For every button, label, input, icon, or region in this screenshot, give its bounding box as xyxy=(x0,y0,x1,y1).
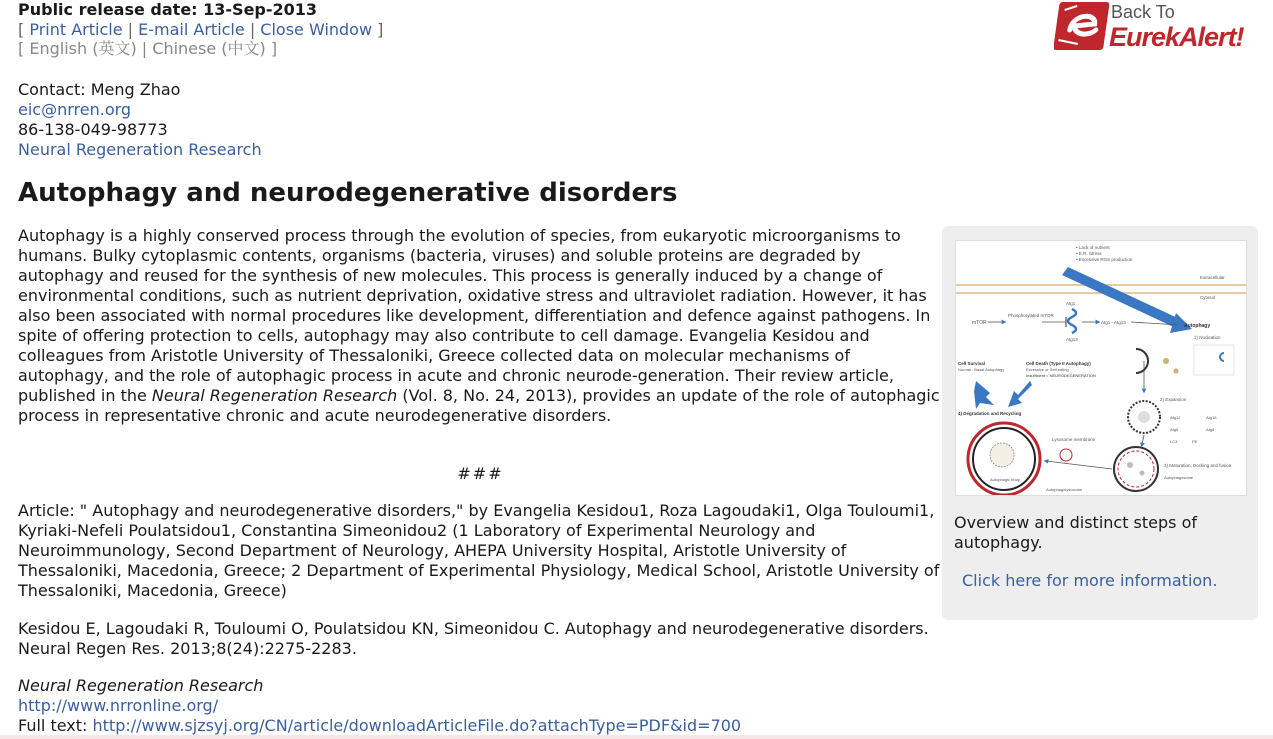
figure-caption: Overview and distinct steps of autophagy. xyxy=(954,513,1198,552)
label-autophagic: Autophagic body xyxy=(990,477,1020,482)
step-arrow xyxy=(1046,461,1112,469)
journal-name: Neural Regeneration Research xyxy=(18,676,264,695)
bottom-border xyxy=(0,735,1273,739)
info-box xyxy=(1194,345,1234,375)
contact-name: Contact: Meng Zhao xyxy=(18,80,181,99)
death-arrow xyxy=(1008,381,1032,407)
label-extracellular: Extracellular xyxy=(1200,275,1225,280)
organelle xyxy=(1163,358,1169,364)
label-atg16: Atg16 xyxy=(1206,415,1217,420)
label-expansion: 2) Expansion xyxy=(1160,397,1187,402)
label-survival-sub: Normal : Basal Autophagy xyxy=(958,367,1005,372)
label-maturation: 3) Maturation, Docking and fusion xyxy=(1164,463,1232,468)
label-lysosome: Lysosome membrane xyxy=(1052,437,1096,442)
eurekalert-logo-graphic xyxy=(1054,0,1254,52)
label-atg12: Atg12 xyxy=(1170,415,1181,420)
label-er: • E.R. Stress xyxy=(1076,251,1102,256)
lysosome xyxy=(1060,449,1072,461)
label-atg8: Atg8 xyxy=(1206,427,1215,432)
article-title: Autophagy and neurodegenerative disorders xyxy=(18,178,678,208)
bracket-open: [ xyxy=(18,20,25,39)
label-cytosol: Cytosol xyxy=(1200,295,1216,300)
chinese-link[interactable]: Chinese (中文) xyxy=(152,39,266,58)
eurekalert-logo[interactable] xyxy=(1054,0,1254,52)
body-text-1: Autophagy is a highly conserved process through the evolution of species, from eukaryotic microorganisms to humans. Bulky cytoplasmic contents, organisms (bacteria, viruses) and soluble proteins are degraded by autophagy and reused for the synthesis of new molecules. This process is generally induced by a change of environmental conditions, such as nutrient deprivation, oxidative stress and ultraviolet radiation. However, it has also been associated with normal procedures like development, differentiation and defence against pathogens. In spite of offering protection to cells, autophagy may also contribute to cell damage. Evangelia Kesidou and colleagues from Aristotle University of Thessaloniki, Greece collected data on molecular mechanisms of autophagy, and the role of autophagic process in acute and chronic neurode-generation. Their review article, published in the xyxy=(18,226,931,405)
label-pe: PE xyxy=(1192,439,1198,444)
article-body xyxy=(18,226,943,426)
label-atg5: Atg5 xyxy=(1170,427,1179,432)
label-death-sub2: Insufficient = NEURODEGENERATION xyxy=(1026,373,1096,378)
separator: | xyxy=(249,20,256,39)
bracket-close: ] xyxy=(270,39,278,58)
article-reference: Article: " Autophagy and neurodegenerative disorders," by Evangelia Kesidou1, Roza Lagoudaki1, Olga Touloumi1, Kyriaki-Nefeli Poulatsidou1, Constantina Simeonidou2 (1 Laboratory of Experimental Neurology and Neuroimmunology, Second Department of Neurology, AHEPA University Hospital, Aristotle University of Thessaloniki, Macedonia, Greece; 2 Department of Experimental Physiology, Medical School, Aristotle University of Thessaloniki, Macedonia, Greece) xyxy=(18,501,940,600)
isolation-membrane xyxy=(1136,349,1148,373)
journal-url-link[interactable]: http://www.nrronline.org/ xyxy=(18,696,219,715)
organelle xyxy=(1174,369,1179,374)
contact-phone: 86-138-049-98773 xyxy=(18,120,168,139)
separator: | xyxy=(127,20,134,39)
article-citation: Kesidou E, Lagoudaki R, Touloumi O, Poulatsidou KN, Simeonidou C. Autophagy and neurodegenerative disorders. Neural Regen Res. 2013;8(24):2275-2283. xyxy=(18,619,929,658)
contact-org-link[interactable]: Neural Regeneration Research xyxy=(18,140,262,159)
coil xyxy=(1068,309,1076,333)
body-journal-name: Neural Regeneration Research xyxy=(151,386,398,405)
bracket-close: ] xyxy=(377,20,384,39)
label-nucleation: 1) Nucleation xyxy=(1194,335,1221,340)
body-text-2: (Vol. 8, No. 24, 2013), provides an update of the role of autophagic process in representative chronic and acute neurodegenerative disorders. xyxy=(18,386,940,425)
contact-block xyxy=(18,80,262,160)
autophagy-figure[interactable] xyxy=(955,240,1247,496)
label-mtor: mTOR xyxy=(972,320,987,326)
autophagic-body xyxy=(990,443,1014,467)
separator: | xyxy=(141,39,148,58)
label-death: Cell Death (Type II Autophagy) xyxy=(1026,361,1091,366)
step-arrow xyxy=(1142,435,1144,445)
fulltext-label: Full text: xyxy=(18,716,88,735)
cargo xyxy=(1140,471,1145,476)
logo-back-to: Back To xyxy=(1111,2,1175,22)
label-autophagosome: Autophagosome xyxy=(1164,475,1194,480)
fulltext-url-link[interactable]: http://www.sjzsyj.org/CN/article/downloadArticleFile.do?attachType=PDF&id=700 xyxy=(92,716,742,735)
label-autophagy: Autophagy xyxy=(1184,323,1211,329)
autophagy-diagram xyxy=(956,241,1246,495)
contact-email-link[interactable]: eic@nrren.org xyxy=(18,100,132,119)
email-article-link[interactable]: E-mail Article xyxy=(138,20,245,39)
logo-brand: EurekAlert! xyxy=(1109,22,1244,52)
label-atg1-13: Atg1 - Atg13 xyxy=(1101,320,1126,325)
label-phos: Phosphorylated mTOR xyxy=(1008,313,1054,318)
label-death-sub: Excessive or Self eating xyxy=(1026,367,1069,372)
label-lack: • Lack of nutrient xyxy=(1076,245,1110,250)
label-atg13: Atg13 xyxy=(1066,337,1078,342)
label-autolysosome: Autophagolysosome xyxy=(1046,487,1083,492)
label-lc3: LC3 xyxy=(1170,439,1178,444)
release-date: Public release date: 13-Sep-2013 xyxy=(18,0,318,19)
article-toolbar xyxy=(18,20,383,40)
print-article-link[interactable]: Print Article xyxy=(29,20,123,39)
label-atg1: Atg1 xyxy=(1066,301,1076,306)
close-window-link[interactable]: Close Window xyxy=(260,20,373,39)
survival-arrow xyxy=(974,381,994,409)
bracket-open: [ xyxy=(18,39,25,58)
label-degradation: 4) Degradation and Recycling xyxy=(958,411,1022,416)
fulltext-line xyxy=(18,716,741,736)
language-switcher xyxy=(18,39,277,59)
more-info-link[interactable]: Click here for more information. xyxy=(962,571,1218,590)
cargo xyxy=(1127,462,1133,468)
phagophore-cargo xyxy=(1138,411,1150,423)
autophagosome-inner xyxy=(1118,451,1154,487)
vesicle xyxy=(1220,353,1224,361)
section-separator: ### xyxy=(457,464,504,483)
english-link[interactable]: English (英文) xyxy=(29,39,137,58)
label-ros: • Excessive ROS production xyxy=(1076,257,1133,262)
autophagosome xyxy=(1114,447,1158,491)
label-survival: Cell Survival xyxy=(958,361,986,366)
